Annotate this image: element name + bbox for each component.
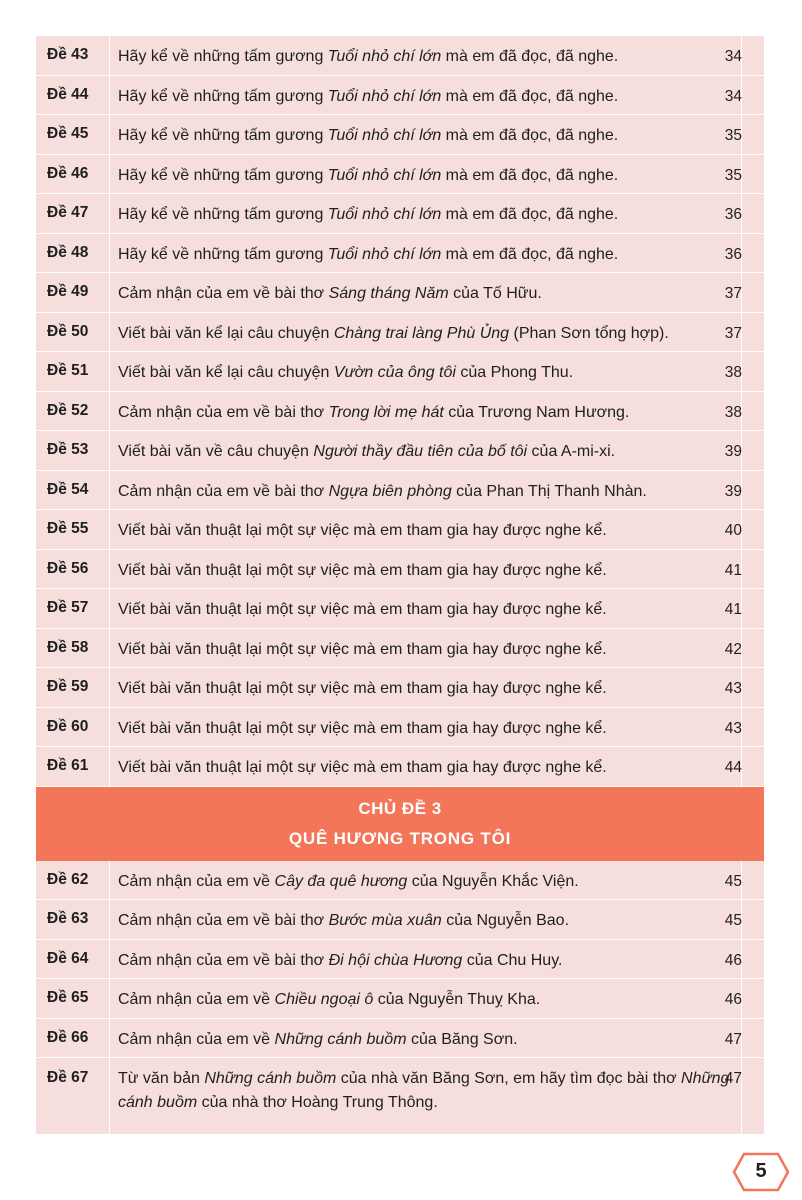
topic-number: Đề 59: [36, 668, 110, 707]
topic-number: Đề 45: [36, 115, 110, 154]
table-row: [36, 313, 764, 353]
topic-number: Đề 54: [36, 471, 110, 510]
work-title: Đi hội chùa Hương: [328, 951, 463, 969]
topic-number: Đề 44: [36, 76, 110, 115]
topic-number: Đề 53: [36, 431, 110, 470]
topic-number: Đề 50: [36, 313, 110, 352]
work-title: Trong lời mẹ hát: [328, 403, 444, 421]
section-title-line2: QUÊ HƯƠNG TRONG TÔI: [288, 828, 512, 848]
topic-text: của nhà thơ Hoàng Trung Thông.: [197, 1094, 438, 1111]
topic-title: [110, 313, 742, 352]
page-ref: 36: [724, 206, 742, 223]
page-ref: 46: [724, 951, 742, 969]
topic-number: Đề 48: [36, 234, 110, 273]
page-ref: 45: [724, 872, 742, 890]
topic-title: [110, 194, 742, 233]
topic-text: của Băng Sơn.: [406, 1030, 518, 1048]
topic-title: [110, 471, 742, 510]
page-ref: 36: [724, 245, 742, 263]
table-row: [36, 629, 764, 669]
table-row: [36, 550, 764, 590]
topic-text: Viết bài văn về câu chuyện: [118, 443, 314, 460]
table-row: [36, 900, 764, 940]
topic-title: [110, 900, 742, 939]
table-row: [36, 392, 764, 432]
topic-text: Hãy kể về những tấm gương: [118, 245, 328, 263]
work-title: Tuổi nhỏ chí lớn: [327, 206, 442, 223]
topic-text: mà em đã đọc, đã nghe.: [441, 87, 619, 105]
topic-text: mà em đã đọc, đã nghe.: [441, 127, 619, 144]
page-ref: 41: [724, 561, 742, 579]
work-title: Tuổi nhỏ chí lớn: [327, 87, 442, 105]
table-row: [36, 1019, 764, 1059]
topic-title: [110, 273, 742, 312]
topic-text: mà em đã đọc, đã nghe.: [441, 48, 619, 65]
topic-number: Đề 61: [36, 747, 110, 786]
work-title: Những cánh buồm: [118, 1070, 730, 1111]
page-ref: 35: [724, 127, 742, 144]
work-title: Tuổi nhỏ chí lớn: [327, 245, 442, 263]
page-number: 5: [755, 1160, 767, 1182]
rows-bottom: [36, 861, 764, 1135]
topic-number: Đề 51: [36, 352, 110, 391]
work-title: Sáng tháng Năm: [328, 285, 449, 302]
topic-text: của Nguyễn Thuỵ Kha.: [373, 991, 541, 1008]
topic-text: mà em đã đọc, đã nghe.: [441, 245, 619, 263]
topic-title: [110, 979, 742, 1018]
topic-number: Đề 46: [36, 155, 110, 194]
topic-text: của Chu Huy.: [462, 951, 563, 969]
work-title: Những cánh buồm: [204, 1070, 337, 1087]
topic-text: của Nguyễn Bao.: [441, 912, 570, 929]
topic-number: Đề 64: [36, 940, 110, 979]
page-ref: 43: [724, 719, 742, 737]
topic-text: Cảm nhận của em về bài thơ: [118, 482, 329, 500]
topic-text: Viết bài văn thuật lại một sự việc mà em tham gia hay được nghe kể.: [118, 719, 607, 737]
topic-number: Đề 58: [36, 629, 110, 668]
topic-number: Đề 55: [36, 510, 110, 549]
page-ref: 47: [724, 1030, 742, 1048]
topic-title: [110, 36, 742, 75]
topic-title: [110, 747, 742, 786]
topic-text: Cảm nhận của em về bài thơ: [118, 285, 329, 302]
table-row: [36, 940, 764, 980]
work-title: Chiều ngoại ô: [274, 991, 374, 1008]
page-ref: 47: [724, 1070, 742, 1087]
topic-title: [110, 234, 742, 273]
contents-table: [36, 36, 764, 1134]
page-ref: 43: [724, 680, 742, 697]
topic-text: Viết bài văn kể lại câu chuyện: [118, 324, 334, 342]
topic-number: Đề 67: [36, 1058, 110, 1134]
page-ref: 45: [724, 912, 742, 929]
work-title: Ngựa biên phòng: [328, 482, 452, 500]
topic-title: [110, 629, 742, 668]
topic-title: [110, 589, 742, 628]
table-row: [36, 273, 764, 313]
topic-title: [110, 1058, 742, 1134]
topic-number: Đề 66: [36, 1019, 110, 1058]
rows-top: [36, 36, 764, 787]
topic-text: Cảm nhận của em về bài thơ: [118, 403, 329, 421]
page-ref: 41: [724, 601, 742, 618]
topic-text: mà em đã đọc, đã nghe.: [441, 166, 619, 184]
topic-text: Viết bài văn thuật lại một sự việc mà em tham gia hay được nghe kể.: [118, 522, 607, 539]
table-row: [36, 115, 764, 155]
work-title: Tuổi nhỏ chí lớn: [327, 48, 442, 65]
page-ref: 38: [724, 364, 742, 381]
page-ref: 39: [724, 482, 742, 500]
topic-number: Đề 49: [36, 273, 110, 312]
topic-number: Đề 57: [36, 589, 110, 628]
topic-text: Cảm nhận của em về: [118, 1030, 275, 1048]
page-ref: 44: [724, 759, 742, 776]
page-ref: 34: [724, 87, 742, 105]
topic-number: Đề 62: [36, 861, 110, 900]
topic-title: [110, 668, 742, 707]
page-ref: 42: [724, 640, 742, 658]
topic-number: Đề 56: [36, 550, 110, 589]
table-row: [36, 708, 764, 748]
topic-text: của Trương Nam Hương.: [443, 403, 630, 421]
topic-title: [110, 115, 742, 154]
topic-text: của A-mi-xi.: [527, 443, 616, 460]
topic-text: Hãy kể về những tấm gương: [118, 48, 328, 65]
work-title: Chàng trai làng Phù Ủng: [333, 324, 510, 342]
topic-text: Hãy kể về những tấm gương: [118, 127, 328, 144]
page-ref: 39: [724, 443, 742, 460]
topic-number: Đề 63: [36, 900, 110, 939]
work-title: Những cánh buồm: [274, 1030, 407, 1048]
topic-number: Đề 47: [36, 194, 110, 233]
topic-text: của nhà văn Băng Sơn, em hãy tìm đọc bài thơ: [336, 1070, 682, 1087]
table-row: [36, 471, 764, 511]
table-row: [36, 234, 764, 274]
section-title-line1: CHỦ ĐỀ 3: [358, 798, 442, 818]
page-number-badge: [732, 1152, 790, 1192]
topic-title: [110, 550, 742, 589]
topic-text: Viết bài văn thuật lại một sự việc mà em tham gia hay được nghe kể.: [118, 640, 607, 658]
table-row: [36, 76, 764, 116]
table-row: [36, 589, 764, 629]
table-row: [36, 352, 764, 392]
table-row: [36, 194, 764, 234]
topic-text: Hãy kể về những tấm gương: [118, 87, 328, 105]
topic-title: [110, 155, 742, 194]
table-row: [36, 979, 764, 1019]
page-ref: 34: [724, 48, 742, 65]
topic-text: Cảm nhận của em về bài thơ: [118, 912, 329, 929]
topic-number: Đề 43: [36, 36, 110, 75]
topic-title: [110, 392, 742, 431]
table-row: [36, 431, 764, 471]
table-row: [36, 510, 764, 550]
page-ref: 38: [724, 403, 742, 421]
topic-text: của Phan Thị Thanh Nhàn.: [451, 482, 647, 500]
work-title: Tuổi nhỏ chí lớn: [327, 166, 442, 184]
topic-title: [110, 708, 742, 747]
table-row: [36, 668, 764, 708]
table-row: [36, 747, 764, 787]
topic-number: Đề 52: [36, 392, 110, 431]
topic-title: [110, 1019, 742, 1058]
topic-text: Viết bài văn thuật lại một sự việc mà em tham gia hay được nghe kể.: [118, 561, 607, 579]
page-ref: 46: [724, 991, 742, 1008]
topic-text: Cảm nhận của em về: [118, 872, 275, 890]
page-ref: 37: [724, 324, 742, 342]
work-title: Người thầy đầu tiên của bố tôi: [313, 443, 528, 460]
page-ref: 40: [724, 522, 742, 539]
work-title: Bước mùa xuân: [328, 912, 442, 929]
table-row: [36, 1058, 764, 1134]
topic-text: Viết bài văn kể lại câu chuyện: [118, 364, 334, 381]
topic-text: Cảm nhận của em về: [118, 991, 275, 1008]
topic-text: của Tố Hữu.: [448, 285, 542, 302]
topic-title: [110, 76, 742, 115]
table-row: [36, 36, 764, 76]
topic-text: của Phong Thu.: [455, 364, 574, 381]
topic-text: Cảm nhận của em về bài thơ: [118, 951, 329, 969]
topic-text: của Nguyễn Khắc Viện.: [407, 872, 579, 890]
topic-title: [110, 431, 742, 470]
topic-text: Hãy kể về những tấm gương: [118, 166, 328, 184]
topic-text: mà em đã đọc, đã nghe.: [441, 206, 619, 223]
work-title: Tuổi nhỏ chí lớn: [327, 127, 442, 144]
topic-text: Viết bài văn thuật lại một sự việc mà em tham gia hay được nghe kể.: [118, 601, 607, 618]
work-title: Vườn của ông tôi: [333, 364, 456, 381]
table-row: [36, 861, 764, 901]
topic-title: [110, 352, 742, 391]
section-heading: [36, 787, 764, 861]
topic-title: [110, 940, 742, 979]
topic-text: Từ văn bản: [118, 1070, 205, 1087]
work-title: Cây đa quê hương: [274, 872, 408, 890]
page-ref: 37: [724, 285, 742, 302]
topic-text: Viết bài văn thuật lại một sự việc mà em tham gia hay được nghe kể.: [118, 759, 607, 776]
topic-text: Viết bài văn thuật lại một sự việc mà em tham gia hay được nghe kể.: [118, 680, 607, 697]
table-row: [36, 155, 764, 195]
page-ref: 35: [724, 166, 742, 184]
topic-text: Hãy kể về những tấm gương: [118, 206, 328, 223]
topic-text: (Phan Sơn tổng hợp).: [509, 324, 669, 342]
topic-title: [110, 861, 742, 900]
topic-title: [110, 510, 742, 549]
topic-number: Đề 60: [36, 708, 110, 747]
topic-number: Đề 65: [36, 979, 110, 1018]
